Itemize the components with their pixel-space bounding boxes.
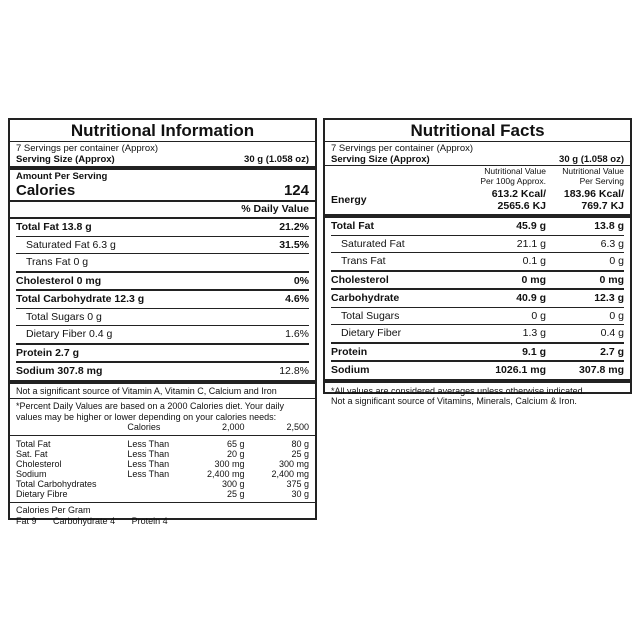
ref-2000-value: 65 g [226,439,245,449]
facts-row-per-serving: 6.3 g [600,237,624,250]
facts-row-label: Total Sugars [341,309,400,322]
info-row-label: Dietary Fiber 0.4 g [26,328,113,340]
ref-2000-value: 300 g [221,479,245,489]
ref-2000-label: 2,000 [221,422,245,432]
cpg-carbohydrate: Carbohydrate 4 [53,515,116,526]
info-row-total-carbohydrate [16,289,309,308]
facts-row-per-100g: 1.3 g [522,327,546,339]
info-row-value: 31.5% [279,238,309,251]
ref-condition: Less Than [127,469,170,479]
facts-row [331,342,624,361]
calories-row [16,182,309,200]
facts-row [331,360,624,379]
info-row-dietary-fiber [16,325,309,343]
col2-header-line2: Per Serving [579,175,624,186]
daily-value-header: % Daily Value [241,203,309,215]
not-significant-note: Not a significant source of Vitamin A, Vitamin C, Calcium and Iron [16,385,277,396]
reference-row [16,439,309,449]
facts-row-per-100g: 21.1 g [516,237,546,250]
info-row-protein [16,343,309,362]
info-row-label: Trans Fat 0 g [26,256,89,268]
info-row-value: 12.8% [279,365,309,377]
info-row-label: Total Fat 13.8 g [16,221,92,233]
cpg-protein: Protein 4 [131,515,168,526]
ref-2500-value: 25 g [291,449,309,459]
info-serving-size-label: Serving Size (Approx) [16,154,115,165]
info-row-value: 0% [293,274,309,287]
facts-footnote-1: *All values are considered averages unless otherwise indicated. [331,385,586,396]
reference-row [16,469,309,479]
facts-row-per-serving: 0.4 g [600,327,624,339]
facts-column-headers [331,166,624,186]
info-row-label: Total Carbohydrate 12.3 g [16,293,145,305]
facts-title: Nutritional Facts [325,120,630,142]
info-title: Nutritional Information [10,120,315,142]
facts-row-per-serving: 0 g [609,309,624,322]
facts-servings: 7 Servings per container (Approx) [331,143,474,154]
facts-row-label: Total Fat [331,220,374,232]
facts-serving-size-row [331,154,624,165]
calories-value: 124 [283,182,309,199]
col1-header-line1: Nutritional Value [484,166,546,176]
info-row-cholesterol [16,271,309,290]
facts-row [331,235,624,253]
amount-per-serving: Amount Per Serving [16,171,108,182]
facts-row [331,270,624,289]
facts-row-per-100g: 45.9 g [516,220,546,232]
reference-row [16,479,309,489]
ref-2500-value: 30 g [291,489,309,499]
energy-c1-line1: 613.2 Kcal/ [491,188,546,200]
ref-2500-value: 80 g [291,439,309,449]
info-row-value: 1.6% [285,328,309,340]
calories-label: Calories [16,182,76,199]
info-serving-size-row [16,154,309,166]
nutritional-facts-panel [323,118,632,406]
ref-2000-value: 300 mg [214,459,245,469]
ref-nutrient: Sat. Fat [16,449,48,459]
facts-footnote-2: Not a significant source of Vitamins, Minerals, Calcium & Iron. [331,396,577,406]
facts-row-per-serving: 307.8 mg [579,364,624,376]
facts-row-label: Carbohydrate [331,292,400,304]
energy-c2-line1: 183.96 Kcal/ [563,188,624,200]
reference-row [16,489,309,499]
facts-row-label: Dietary Fiber [341,327,402,339]
facts-serving-size-value: 30 g (1.058 oz) [559,154,624,165]
info-row-saturated-fat [16,236,309,254]
calories-per-gram-values [16,516,309,527]
facts-row [331,218,624,235]
facts-serving-size-label: Serving Size (Approx) [331,154,430,165]
info-row-label: Protein 2.7 g [16,346,80,359]
facts-row-per-100g: 0.1 g [522,255,546,267]
percent-daily-note: *Percent Daily Values are based on a 2000 Calories diet. Your daily values may be higher or lower depending on your calories needs: [16,401,285,422]
ref-calories-label: Calories [127,422,161,432]
info-serving-size-value: 30 g (1.058 oz) [244,154,309,165]
energy-row [331,186,624,214]
info-row-value: 4.6% [285,293,309,305]
reference-row [16,459,309,469]
nutritional-information-panel [8,118,317,526]
ref-condition [127,489,191,499]
cpg-fat: Fat 9 [16,515,37,526]
facts-row-label: Saturated Fat [341,237,405,250]
reference-table [16,439,309,499]
ref-2500-value: 2,400 mg [271,469,309,479]
col1-header-line2: Per 100g Approx. [480,175,546,186]
ref-condition [127,479,191,489]
facts-row-per-100g: 9.1 g [522,345,546,358]
info-row-total-fat [16,219,309,236]
ref-2500-label: 2,500 [286,422,309,432]
ref-nutrient: Dietary Fibre [16,489,68,499]
facts-row-per-serving: 0 mg [599,273,624,286]
facts-row-label: Sodium [331,364,370,376]
ref-nutrient: Total Fat [16,439,51,449]
info-row-trans-fat [16,253,309,271]
facts-row-per-serving: 12.3 g [594,292,624,304]
ref-2500-value: 375 g [286,479,309,489]
info-servings: 7 Servings per container (Approx) [16,143,159,154]
info-row-label: Saturated Fat 6.3 g [26,238,116,251]
facts-row [331,252,624,270]
info-row-sodium [16,361,309,380]
facts-row [331,324,624,342]
facts-row-per-serving: 2.7 g [600,345,624,358]
ref-condition: Less Than [127,439,170,449]
energy-c1-line2: 2565.6 KJ [497,200,546,212]
calories-per-gram-label: Calories Per Gram [16,505,91,515]
facts-row-per-100g: 0 mg [521,273,546,286]
info-row-total-sugars [16,308,309,326]
ref-condition: Less Than [127,459,170,469]
ref-nutrient: Cholesterol [16,459,62,469]
info-row-value: 21.2% [279,221,309,233]
reference-row [16,449,309,459]
energy-label: Energy [331,194,367,206]
facts-row-per-serving: 0 g [609,255,624,267]
info-row-label: Cholesterol 0 mg [16,274,102,287]
ref-2000-value: 20 g [226,449,245,459]
ref-nutrient: Total Carbohydrates [16,479,97,489]
facts-row-label: Cholesterol [331,273,389,286]
facts-rows [331,218,624,379]
ref-nutrient: Sodium [16,469,47,479]
energy-c2-line2: 769.7 KJ [581,200,624,212]
ref-2000-value: 25 g [226,489,245,499]
facts-row-label: Trans Fat [341,255,386,267]
facts-row-per-100g: 1026.1 mg [495,364,546,376]
facts-row-per-serving: 13.8 g [594,220,624,232]
info-row-label: Sodium 307.8 mg [16,365,103,377]
ref-2500-value: 300 mg [278,459,309,469]
facts-row [331,288,624,307]
ref-condition: Less Than [127,449,170,459]
facts-row-per-100g: 0 g [531,309,546,322]
info-row-label: Total Sugars 0 g [26,310,102,323]
facts-row-per-100g: 40.9 g [516,292,546,304]
col2-header-line1: Nutritional Value [562,166,624,176]
facts-row-label: Protein [331,345,368,358]
ref-2000-value: 2,400 mg [206,469,245,479]
facts-row [331,307,624,325]
reference-table-header [16,422,309,432]
